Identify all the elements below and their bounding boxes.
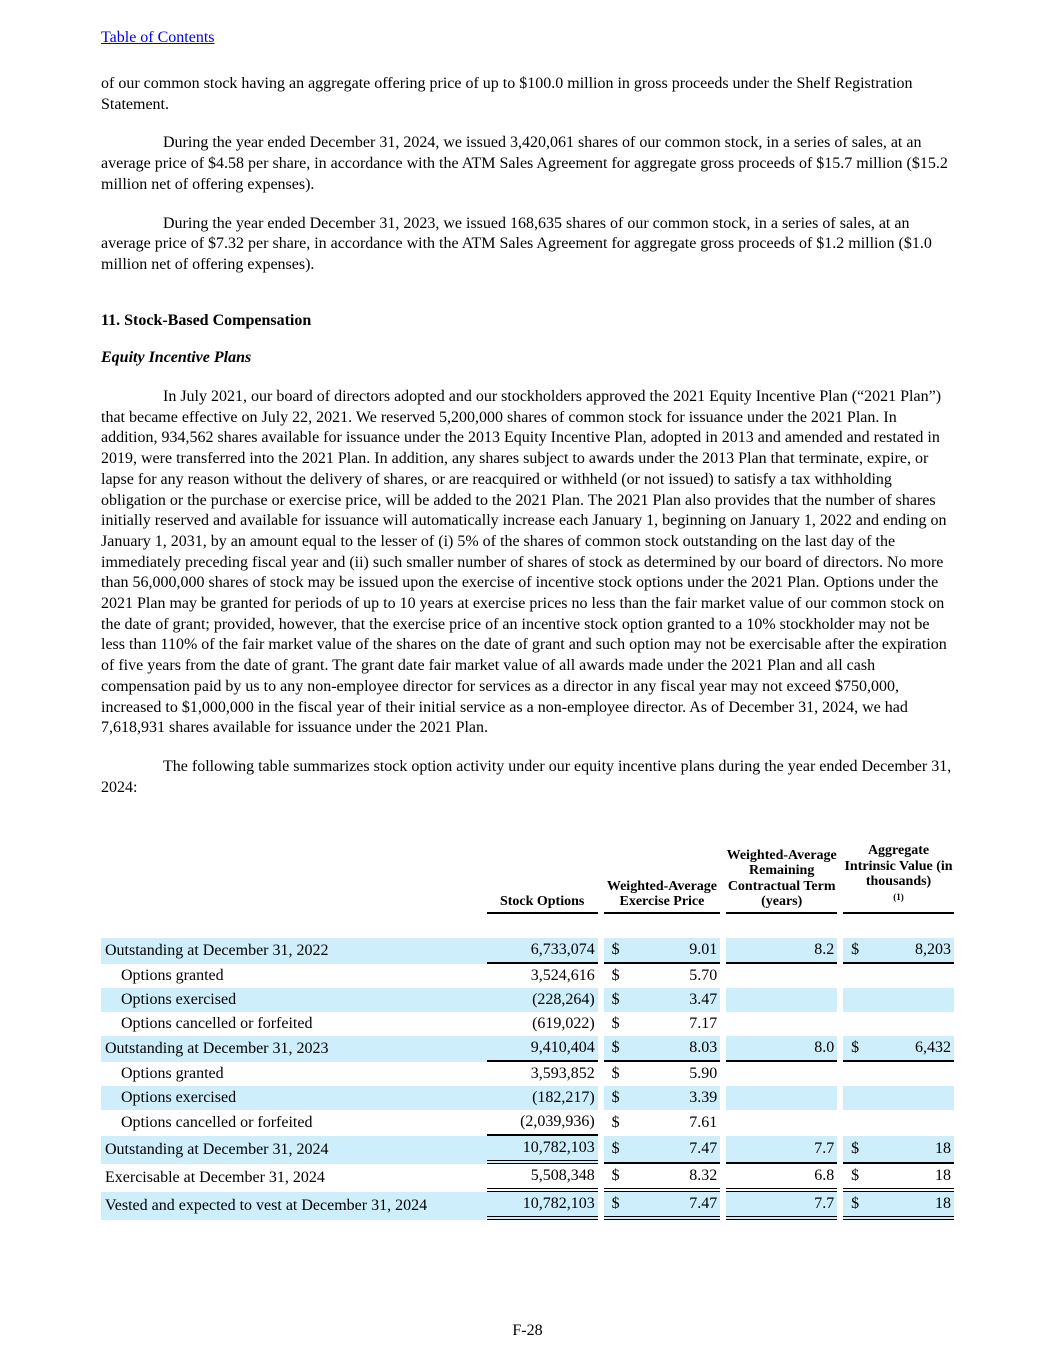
currency-symbol: $ — [604, 938, 630, 964]
document-body — [101, 74, 954, 798]
cell-options: 5,508,348 — [487, 1164, 598, 1192]
cell-price: 7.47 — [629, 1136, 720, 1164]
cell-price: 7.17 — [689, 1014, 718, 1032]
cell-value: 18 — [869, 1136, 954, 1164]
subsection-heading: Equity Incentive Plans — [101, 349, 252, 367]
paragraph-atm-2024: During the year ended December 31, 2024, we issued 3,420,061 shares of our common stock, in a series of sales, at an average price of $4.58 per share, in accordance with the ATM Sales Agreement for aggregate gross proceeds of $15.7 million ($15.2 million net of offering expenses). — [101, 134, 948, 193]
table-row — [101, 1062, 954, 1086]
cell-price: 5.70 — [689, 966, 718, 984]
currency-symbol: $ — [604, 1136, 630, 1164]
row-label: Outstanding at December 31, 2022 — [101, 938, 487, 964]
cell-options: 6,733,074 — [487, 938, 598, 964]
currency-symbol: $ — [611, 966, 620, 984]
cell-options: 9,410,404 — [487, 1036, 598, 1062]
currency-symbol: $ — [611, 1113, 620, 1131]
cell-options: 10,782,103 — [487, 1192, 598, 1220]
cell-options: 10,782,103 — [487, 1136, 598, 1164]
paragraph-atm-2023: During the year ended December 31, 2023, we issued 168,635 shares of our common stock, in a series of sales, at an average price of $7.32 per share, in accordance with the ATM Sales Agreement for aggregate gross proceeds of $1.2 million ($1.0 million net of offering expenses). — [101, 214, 932, 273]
table-row — [101, 1012, 954, 1036]
cell-options: (2,039,936) — [487, 1110, 598, 1136]
header-remaining-term: Weighted-Average Remaining Contractual Term (years) — [726, 843, 837, 914]
table-row — [101, 1086, 954, 1110]
stock-option-activity-table — [101, 843, 954, 1220]
currency-symbol: $ — [611, 1014, 620, 1032]
currency-symbol: $ — [611, 1064, 620, 1082]
cell-term: 8.0 — [726, 1036, 837, 1062]
cell-price: 8.03 — [629, 1036, 720, 1062]
row-label: Exercisable at December 31, 2024 — [105, 1168, 325, 1186]
header-intrinsic-value: Aggregate Intrinsic Value (in thousands) $^{(1)}$ — [843, 843, 954, 914]
cell-options: 3,524,616 — [530, 966, 595, 984]
currency-symbol: $ — [604, 1086, 630, 1110]
cell-value: 18 — [869, 1164, 954, 1192]
currency-symbol: $ — [843, 1136, 869, 1164]
cell-term: 8.2 — [726, 938, 837, 964]
cell-price: 9.01 — [629, 938, 720, 964]
table-of-contents-link[interactable]: Table of Contents — [101, 29, 215, 46]
table-header-row — [101, 843, 954, 914]
currency-symbol: $ — [843, 1192, 869, 1220]
cell-price: 3.47 — [629, 988, 720, 1012]
table-row — [101, 964, 954, 988]
section-heading: 11. Stock-Based Compensation — [101, 311, 312, 329]
cell-options: (182,217) — [487, 1086, 598, 1110]
table-row — [101, 938, 954, 964]
table-row — [101, 1164, 954, 1192]
currency-symbol: $ — [604, 1192, 630, 1220]
paragraph-table-intro: The following table summarizes stock option activity under our equity incentive plans during the year ended December 31, 2024: — [101, 757, 952, 796]
cell-value: 8,203 — [869, 938, 954, 964]
row-label: Options cancelled or forfeited — [121, 1014, 313, 1032]
currency-symbol: $ — [604, 988, 630, 1012]
row-label: Options exercised — [101, 1086, 487, 1110]
page-number: F-28 — [512, 1322, 543, 1339]
row-label: Options exercised — [101, 988, 487, 1012]
cell-term: 6.8 — [726, 1164, 837, 1192]
cell-price: 5.90 — [689, 1064, 718, 1082]
cell-options: 3,593,852 — [530, 1064, 595, 1082]
paragraph-shelf-registration: of our common stock having an aggregate offering price of up to $100.0 million in gross proceeds under the Shelf Registration Statement. — [101, 75, 913, 113]
cell-price: 7.47 — [629, 1192, 720, 1220]
footnote-marker: (1) — [893, 891, 904, 902]
header-exercise-price: Weighted-Average Exercise Price — [604, 843, 721, 914]
cell-term: 7.7 — [726, 1136, 837, 1164]
table-row — [101, 1110, 954, 1136]
row-label: Options cancelled or forfeited — [121, 1113, 313, 1131]
row-label: Outstanding at December 31, 2024 — [101, 1136, 487, 1164]
cell-price: 3.39 — [629, 1086, 720, 1110]
currency-symbol: $ — [843, 938, 869, 964]
currency-symbol: $ — [604, 1036, 630, 1062]
row-label: Options granted — [121, 1064, 224, 1082]
cell-value: 6,432 — [869, 1036, 954, 1062]
table-row — [101, 988, 954, 1012]
cell-price: 7.61 — [689, 1113, 718, 1131]
row-label: Outstanding at December 31, 2023 — [101, 1036, 487, 1062]
row-label: Options granted — [121, 966, 224, 984]
currency-symbol: $ — [604, 1164, 630, 1192]
currency-symbol: $ — [843, 1164, 869, 1192]
cell-options: (228,264) — [487, 988, 598, 1012]
paragraph-equity-plan: In July 2021, our board of directors adopted and our stockholders approved the 2021 Equity Incentive Plan (“2021 Plan”) that became effective on July 22, 2021. We reserved 5,200,000 shares of common stock for issuance under the 2021 Plan. In addition, 934,562 shares available for issuance under the 2013 Equity Incentive Plan, adopted in 2013 and amended and restated in 2019, were transferred into the 2021 Plan. In addition, any shares subject to awards under the 2013 Plan that terminate, expire, or lapse for any reason without the delivery of shares, or are reacquired or withheld (or not issued) to satisfy a tax withholding obligation or the purchase or exercise price, will be added to the 2021 Plan. The 2021 Plan also provides that the number of shares initially reserved and available for issuance will automatically increase each January 1, beginning on January 1, 2022 and ending on January 1, 2031, by an amount equal to the lesser of (i) 5% of the shares of common stock outstanding on the last day of the immediately preceding fiscal year and (ii) such smaller number of shares of stock as determined by our board of directors. No more than 56,000,000 shares of stock may be issued upon the exercise of incentive stock options under the 2021 Plan. Options under the 2021 Plan may be granted for periods of up to 10 years at exercise prices no less than the fair market value of our common stock on the date of grant; provided, however, that the exercise price of an incentive stock option granted to a 10% stockholder may not be less than 110% of the fair market value of the shares on the date of grant and such option may not be exercisable after the expiration of five years from the date of grant. The grant date fair market value of all awards made under the 2021 Plan and all cash compensation paid by us to any non-employee director for services as a director in any fiscal year may not exceed $750,000, increased to $1,000,000 in the fiscal year of their initial service as a non-employee director. As of December 31, 2024, we had 7,618,931 shares available for issuance under the 2021 Plan. — [101, 388, 947, 737]
cell-options: (619,022) — [532, 1014, 595, 1032]
table-row — [101, 1136, 954, 1164]
cell-value: 18 — [869, 1192, 954, 1220]
cell-price: 8.32 — [629, 1164, 720, 1192]
table-row — [101, 1036, 954, 1062]
cell-term: 7.7 — [726, 1192, 837, 1220]
currency-symbol: $ — [843, 1036, 869, 1062]
row-label: Vested and expected to vest at December 31, 2024 — [101, 1192, 487, 1220]
header-stock-options: Stock Options — [487, 843, 598, 914]
table-row — [101, 1192, 954, 1220]
